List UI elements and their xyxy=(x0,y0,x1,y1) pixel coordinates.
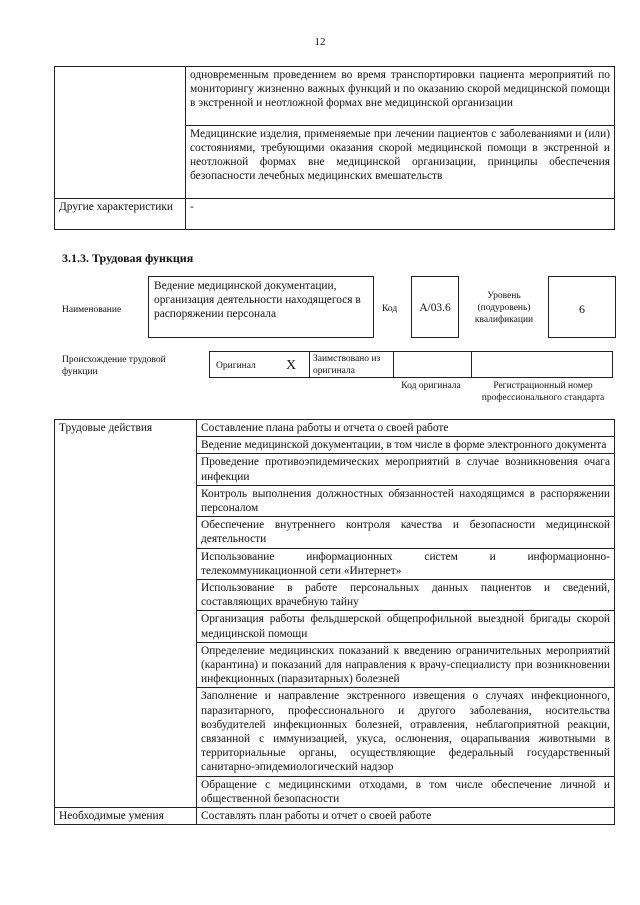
code-label: Код xyxy=(382,304,398,314)
table-cell-left xyxy=(55,67,186,126)
action-item: Использование в работе персональных данных пациентов и сведений, составляющих врачебную тайну xyxy=(197,580,615,611)
table-cell-right: одновременным проведением во время транспортировки пациента мероприятий по мониторингу жизненно важных функций и по оказанию скорой медицинской помощи в экстренной и неотложной формах вне медицинской организации xyxy=(186,67,615,126)
action-item: Организация работы фельдшерской общепрофильной выездной бригады скорой медицинской помощи xyxy=(197,611,615,642)
table-row xyxy=(55,199,615,230)
skill-item: Составлять план работы и отчет о своей работе xyxy=(197,808,615,825)
function-name-box xyxy=(148,276,374,338)
action-item: Использование информационных систем и информационно-телекоммуникационной сети «Интернет» xyxy=(197,548,615,579)
code-caption: Код оригинала xyxy=(401,381,461,391)
level-label: Уровень (подуровень) квалификации xyxy=(474,291,534,325)
name-label: Наименование xyxy=(62,305,122,315)
other-characteristics-value: - xyxy=(186,199,615,230)
origin-divider xyxy=(309,351,310,378)
table-cell-right: Медицинские изделия, применяемые при лечении пациентов с заболеваниями и (или) состояниями, требующими оказания скорой медицинской помощи в экстренной и неотложной формах вне медицинской организации, принципы обеспечения безопасности лечебных медицинских вмешательств xyxy=(186,126,615,199)
origin-label: Происхождение трудовой функции xyxy=(62,355,166,377)
origin-divider xyxy=(471,351,472,378)
action-item: Обеспечение внутреннего контроля качества и безопасности медицинской деятельности xyxy=(197,517,615,548)
action-item: Заполнение и направление экстренного извещения о случаях инфекционного, паразитарного, профессионального и другого заболевания, носительства возбудителей инфекционных болезней, отравления, неблагоприятной реакции, связанной с иммунизацией, укуса, ослюнения, оцарапывания животными в территориальные органы, осуществляющие федеральный государственный санитарно-эпидемиологический надзор xyxy=(197,688,615,776)
action-item: Обращение с медицинскими отходами, в том числе обеспечение личной и общественной безопасности xyxy=(197,776,615,807)
action-item: Ведение медицинской документации, в том числе в форме электронного документа xyxy=(197,437,615,454)
code-value: А/03.6 xyxy=(419,302,451,314)
original-mark: Х xyxy=(286,358,297,373)
table-row xyxy=(55,808,615,825)
table-row xyxy=(55,67,615,126)
top-table xyxy=(54,66,615,230)
code-box xyxy=(411,276,459,338)
reg-caption: Регистрационный номер профессионального стандарта xyxy=(481,381,605,403)
action-item: Составление плана работы и отчета о своей работе xyxy=(197,420,615,437)
original-label: Оригинал xyxy=(216,361,256,371)
actions-label: Трудовые действия xyxy=(55,420,197,808)
borrowed-label: Заимствовано из оригинала xyxy=(313,354,381,376)
table-cell-left xyxy=(55,126,186,199)
other-characteristics-label: Другие характеристики xyxy=(55,199,186,230)
level-value: 6 xyxy=(579,302,585,316)
origin-box xyxy=(209,351,613,378)
action-item: Контроль выполнения должностных обязанностей находящимся в распоряжении персоналом xyxy=(197,485,615,516)
action-item: Проведение противоэпидемических мероприятий в случае возникновения очага инфекции xyxy=(197,454,615,485)
skills-label: Необходимые умения xyxy=(55,808,197,825)
function-name-value: Ведение медицинской документации, организация деятельности находящегося в распоряжении персонала xyxy=(154,280,361,321)
origin-divider xyxy=(393,351,394,378)
level-box xyxy=(548,276,616,338)
page-number: 12 xyxy=(314,36,326,48)
section-heading: 3.1.3. Трудовая функция xyxy=(62,251,194,265)
table-row xyxy=(55,420,615,437)
action-item: Определение медицинских показаний к введению ограничительных мероприятий (карантина) и показаний для направления к врачу-специалисту при возникновении инфекционных (паразитарных) болезней xyxy=(197,642,615,688)
table-row xyxy=(55,126,615,199)
actions-table xyxy=(54,419,615,825)
